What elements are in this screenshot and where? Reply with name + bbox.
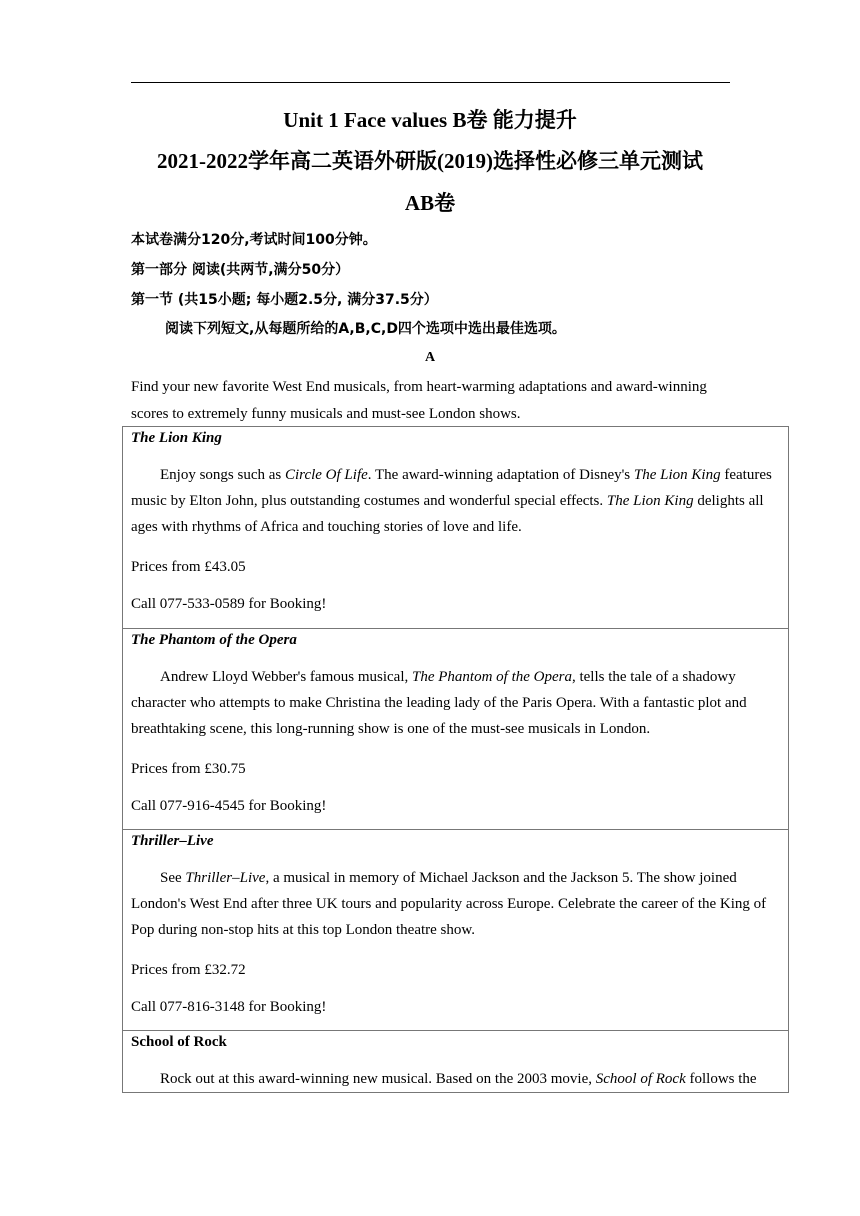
section-heading: 第一节 (共15小题; 每小题2.5分, 满分37.5分） [131,292,438,308]
page-subtitle: 2021-2022学年高二英语外研版(2019)选择性必修三单元测试 [157,149,703,173]
page-title: Unit 1 Face values B卷 能力提升 [283,108,577,132]
show-booking: Call 077-533-0589 for Booking! [131,596,327,612]
instruction-text: 阅读下列短文,从每题所给的A,B,C,D四个选项中选出最佳选项。 [165,321,566,337]
show-price: Prices from £30.75 [131,761,246,777]
show-title: School of Rock [131,1034,227,1050]
show-description: Rock out at this award-winning new musical. Based on the 2003 movie, School of Rock follows the [160,1071,757,1087]
show-price: Prices from £43.05 [131,559,246,575]
show-title: Thriller–Live [131,833,214,849]
show-cell [123,1031,788,1093]
part-heading: 第一部分 阅读(共两节,满分50分） [131,262,350,278]
shows-table [122,426,789,1093]
show-price: Prices from £32.72 [131,962,246,978]
show-description: Enjoy songs such as Circle Of Life. The award-winning adaptation of Disney's The Lion King features music by Elton John, plus outstanding costumes and wonderful special effects. The Lion King delights all ages with rhythms of Africa and touching stories of love and life. [131,467,772,535]
show-cell [123,427,788,629]
show-title: The Phantom of the Opera [131,632,297,648]
show-description: Andrew Lloyd Webber's famous musical, The Phantom of the Opera, tells the tale of a shadowy character who attempts to make Christina the leading lady of the Paris Opera. With a fantastic plot and breathtaking scene, this long-running show is one of the must-see musicals in London. [131,669,747,737]
show-cell [123,629,788,830]
show-booking: Call 077-816-3148 for Booking! [131,999,327,1015]
score-time-note: 本试卷满分120分,考试时间100分钟。 [131,232,377,248]
show-booking: Call 077-916-4545 for Booking! [131,798,327,814]
passage-intro: Find your new favorite West End musicals, from heart-warming adaptations and award-winning scores to extremely funny musicals and must-see London shows. [131,379,707,422]
show-title: The Lion King [131,430,222,446]
show-description: See Thriller–Live, a musical in memory of Michael Jackson and the Jackson 5. The show joined London's West End after three UK tours and popularity across Europe. Celebrate the career of the King of Pop during non-stop hits at this top London theatre show. [131,870,767,938]
paper-type: AB卷 [404,191,456,215]
passage-label: A [424,350,436,365]
show-cell [123,830,788,1031]
header-rule [131,82,730,83]
